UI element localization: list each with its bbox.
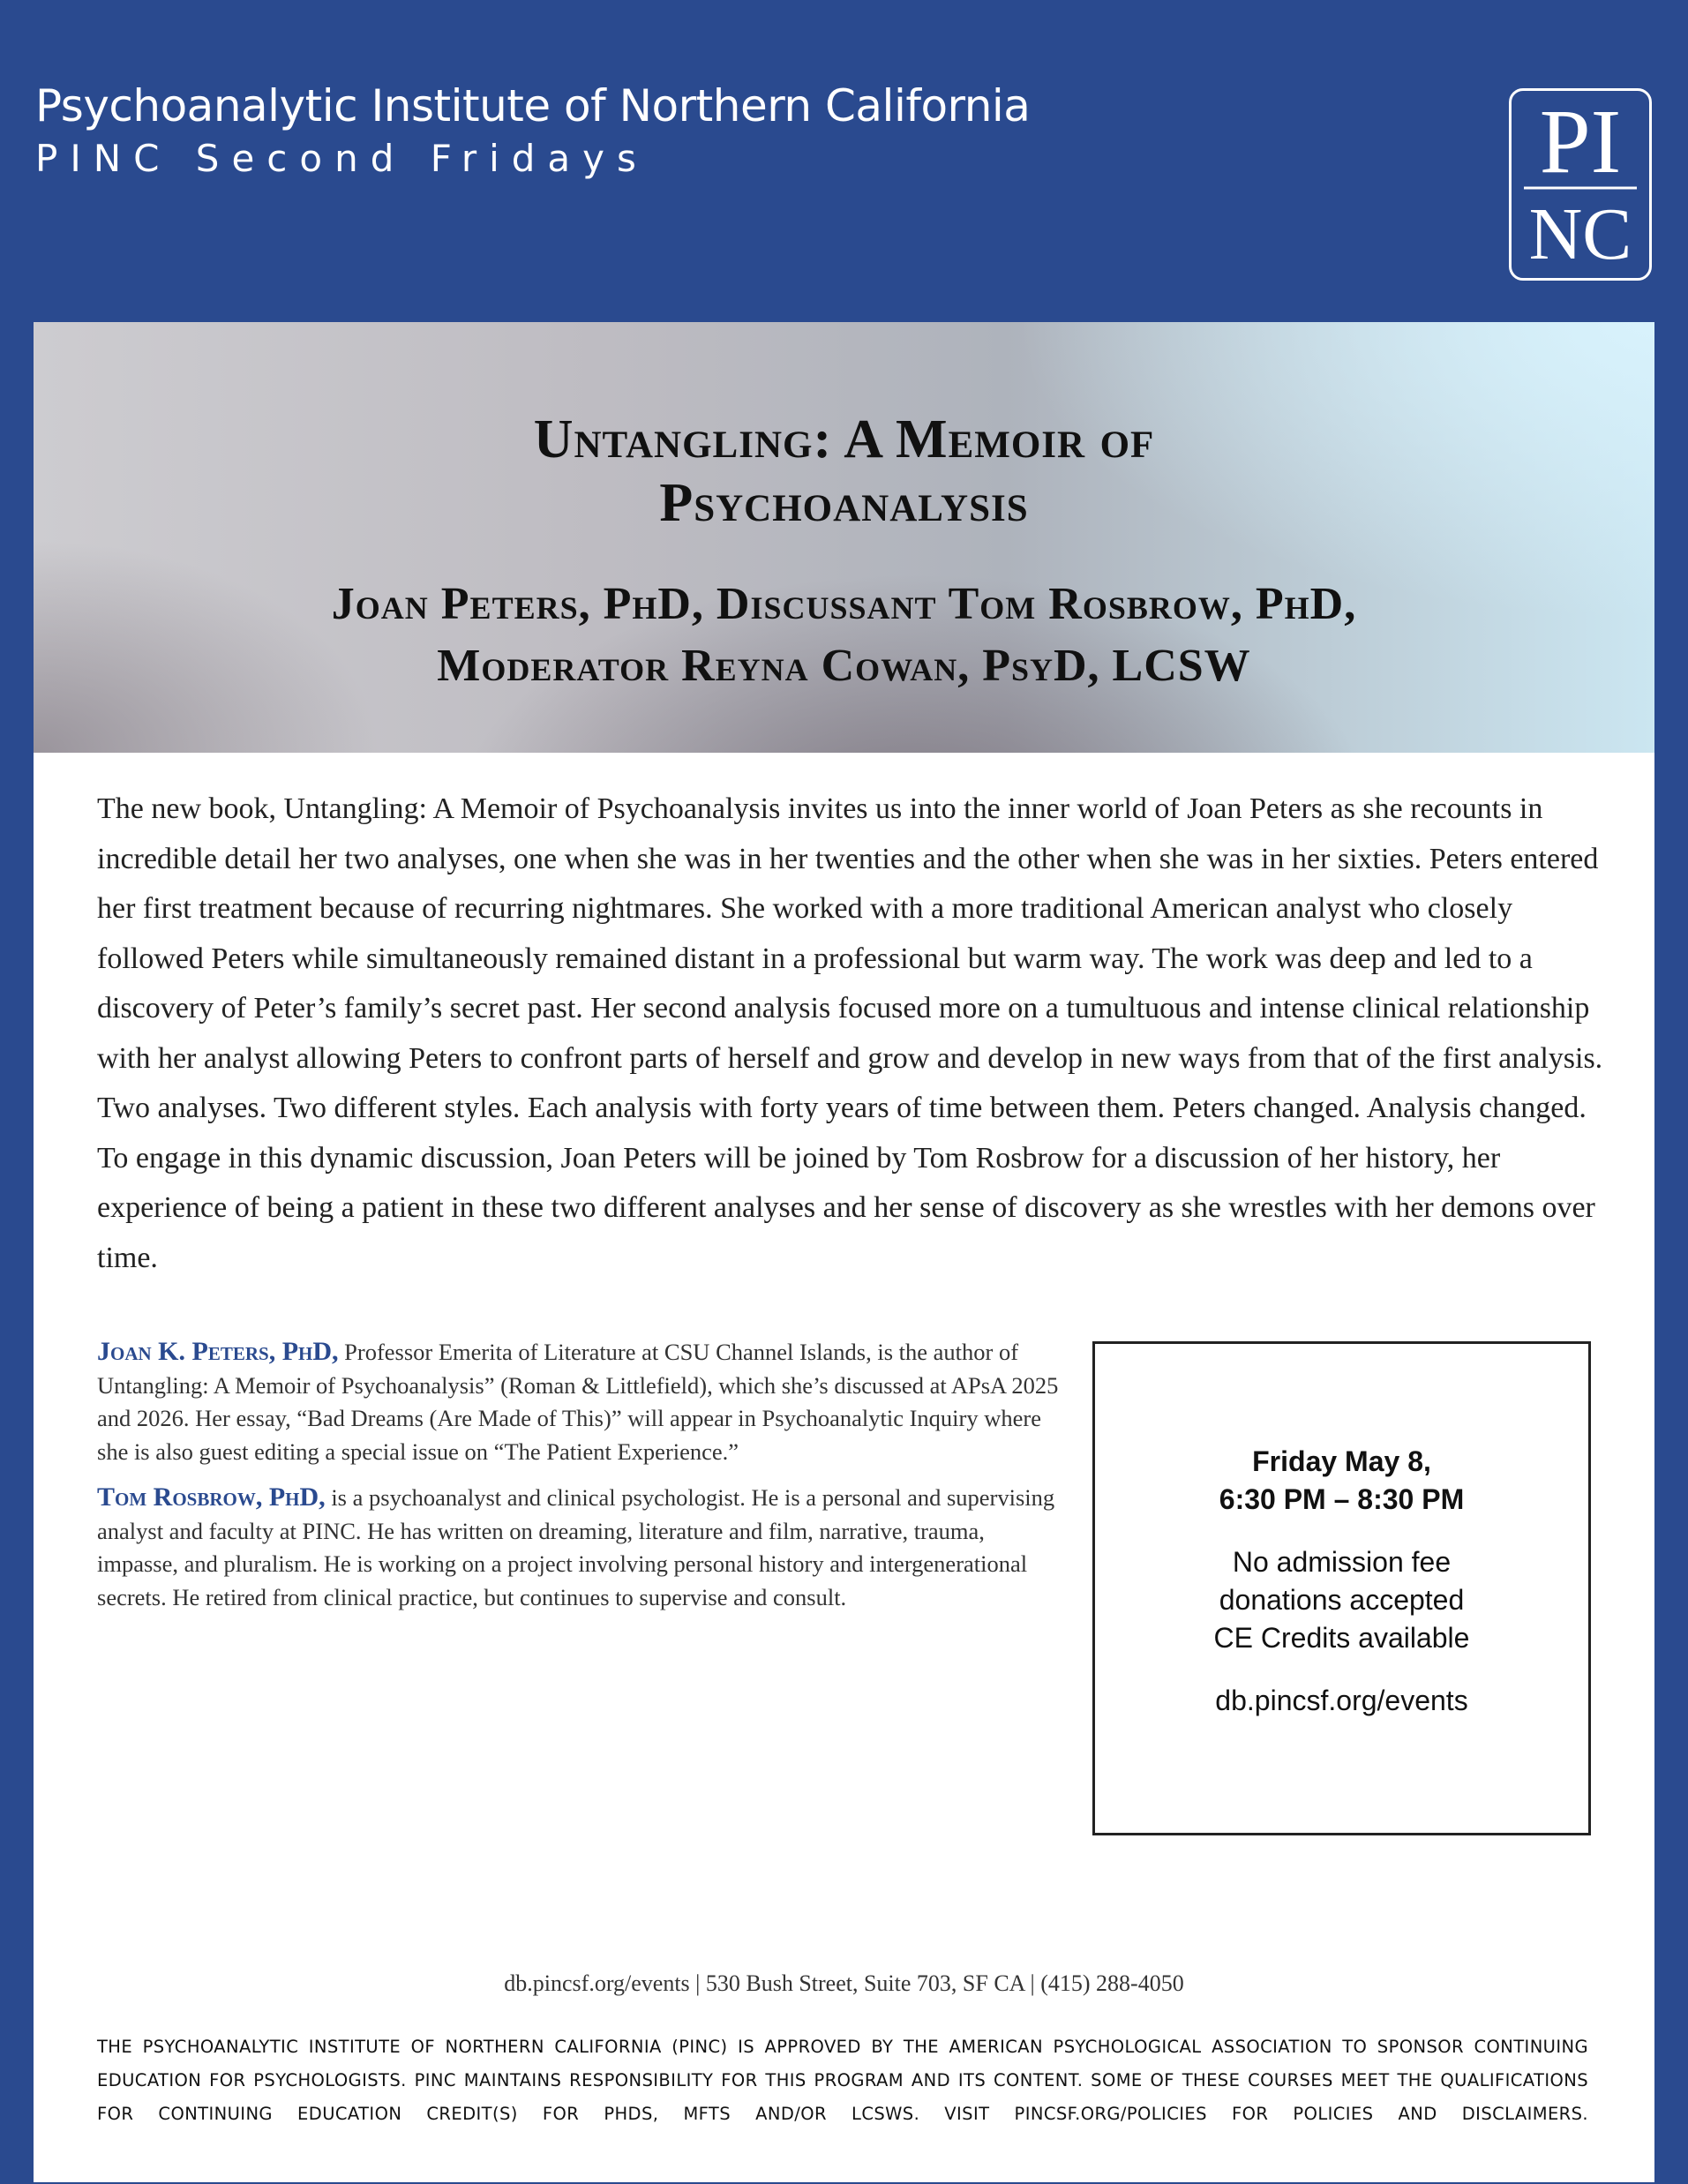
event-url: db.pincsf.org/events bbox=[1215, 1685, 1468, 1716]
pinc-logo bbox=[1509, 88, 1652, 281]
series-name: PINC Second Fridays bbox=[35, 137, 649, 180]
event-fee: No admission fee bbox=[1232, 1546, 1452, 1578]
speaker-bios bbox=[97, 1335, 1059, 1626]
event-time: 6:30 PM – 8:30 PM bbox=[1219, 1483, 1465, 1515]
footer-contact: db.pincsf.org/events | 530 Bush Street, Suite 703, SF CA | (415) 288-4050 bbox=[504, 1970, 1184, 1996]
bio-text-tom-rosbrow: is a psychoanalyst and clinical psychologist. He is a personal and supervising analyst and faculty at PINC. He has written on dreaming, literature and film, narrative, trauma, impasse, and pluralism. He is working on a project involving personal history and intergenerational secrets. He retired from clinical practice, but continues to supervise and consult. bbox=[97, 1484, 1055, 1610]
organization-name: Psychoanalytic Institute of Northern California bbox=[35, 80, 1031, 131]
speakers-line-2: Moderator Reyna Cowan, PsyD, LCSW bbox=[437, 641, 1251, 691]
logo-bottom-letters: NC bbox=[1528, 193, 1632, 275]
speakers bbox=[34, 574, 1654, 697]
bio-joan-peters bbox=[97, 1335, 1059, 1468]
event-donations: donations accepted bbox=[1219, 1584, 1465, 1616]
bio-name-joan-peters: Joan K. Peters, PhD, bbox=[97, 1337, 339, 1366]
title-banner bbox=[34, 322, 1654, 753]
event-title bbox=[34, 408, 1654, 535]
bio-tom-rosbrow bbox=[97, 1481, 1059, 1614]
event-details-box bbox=[1092, 1341, 1591, 1835]
bio-text-joan-peters: Professor Emerita of Literature at CSU Channel Islands, is the author of Untangling: A Memoir of Psychoanalysis” (Roman & Littlefield), which she’s discussed at APsA 2025 and 2026. Her essay, “Bad Dreams (Are Made of This)” will appear in Psychoanalytic Inquiry where she is also guest editing a special issue on “The Patient Experience.” bbox=[97, 1339, 1059, 1465]
ce-disclaimer: THE PSYCHOANALYTIC INSTITUTE OF NORTHERN CALIFORNIA (PINC) IS APPROVED BY THE AMERICAN PSYCHOLOGICAL ASSOCIATION TO SPONSOR CONTINUING EDUCATION FOR PSYCHOLOGISTS. PINC MAINTAINS RESPONSIBILITY FOR THIS PROGRAM AND ITS CONTENT. SOME OF THESE COURSES MEET THE QUALIFICATIONS FOR CONTINUING EDUCATION CREDIT(S) FOR PHDS, MFTS AND/OR LCSWS. VISIT PINCSF.ORG/POLICIES FOR POLICIES AND DISCLAIMERS. bbox=[97, 2037, 1588, 2124]
speakers-line-1: Joan Peters, PhD, Discussant Tom Rosbrow, PhD, bbox=[331, 579, 1357, 629]
event-title-line-2: Psychoanalysis bbox=[659, 473, 1029, 533]
bio-name-tom-rosbrow: Tom Rosbrow, PhD, bbox=[97, 1482, 326, 1512]
logo-top-letters: PI bbox=[1539, 91, 1622, 192]
event-title-line-1: Untangling: A Memoir of bbox=[533, 409, 1155, 469]
event-date: Friday May 8, bbox=[1252, 1445, 1431, 1477]
pinc-logo-mark bbox=[1512, 91, 1649, 278]
event-description: The new book, Untangling: A Memoir of Psychoanalysis invites us into the inner world of Joan Peters as she recounts in incredible detail her two analyses, one when she was in her twenties and the other when she was in her sixties. Peters entered her first treatment because of recurring nightmares. She worked with a more traditional American analyst who closely followed Peters while simultaneously remained distant in a professional but warm way. The work was deep and led to a discovery of Peter’s family’s secret past. Her second analysis focused more on a tumultuous and intense clinical relationship with her analyst allowing Peters to confront parts of herself and grow and develop in new ways from that of the first analysis. Two analyses. Two different styles. Each analysis with forty years of time between them. Peters changed. Analysis changed. To engage in this dynamic discussion, Joan Peters will be joined by Tom Rosbrow for a discussion of her history, her experience of being a patient in these two different analyses and her sense of discovery as she wrestles with her demons over time. bbox=[97, 792, 1603, 1274]
event-fees bbox=[1095, 1543, 1588, 1657]
event-credits: CE Credits available bbox=[1213, 1622, 1470, 1654]
content-panel bbox=[34, 753, 1654, 2182]
event-datetime bbox=[1095, 1443, 1588, 1519]
